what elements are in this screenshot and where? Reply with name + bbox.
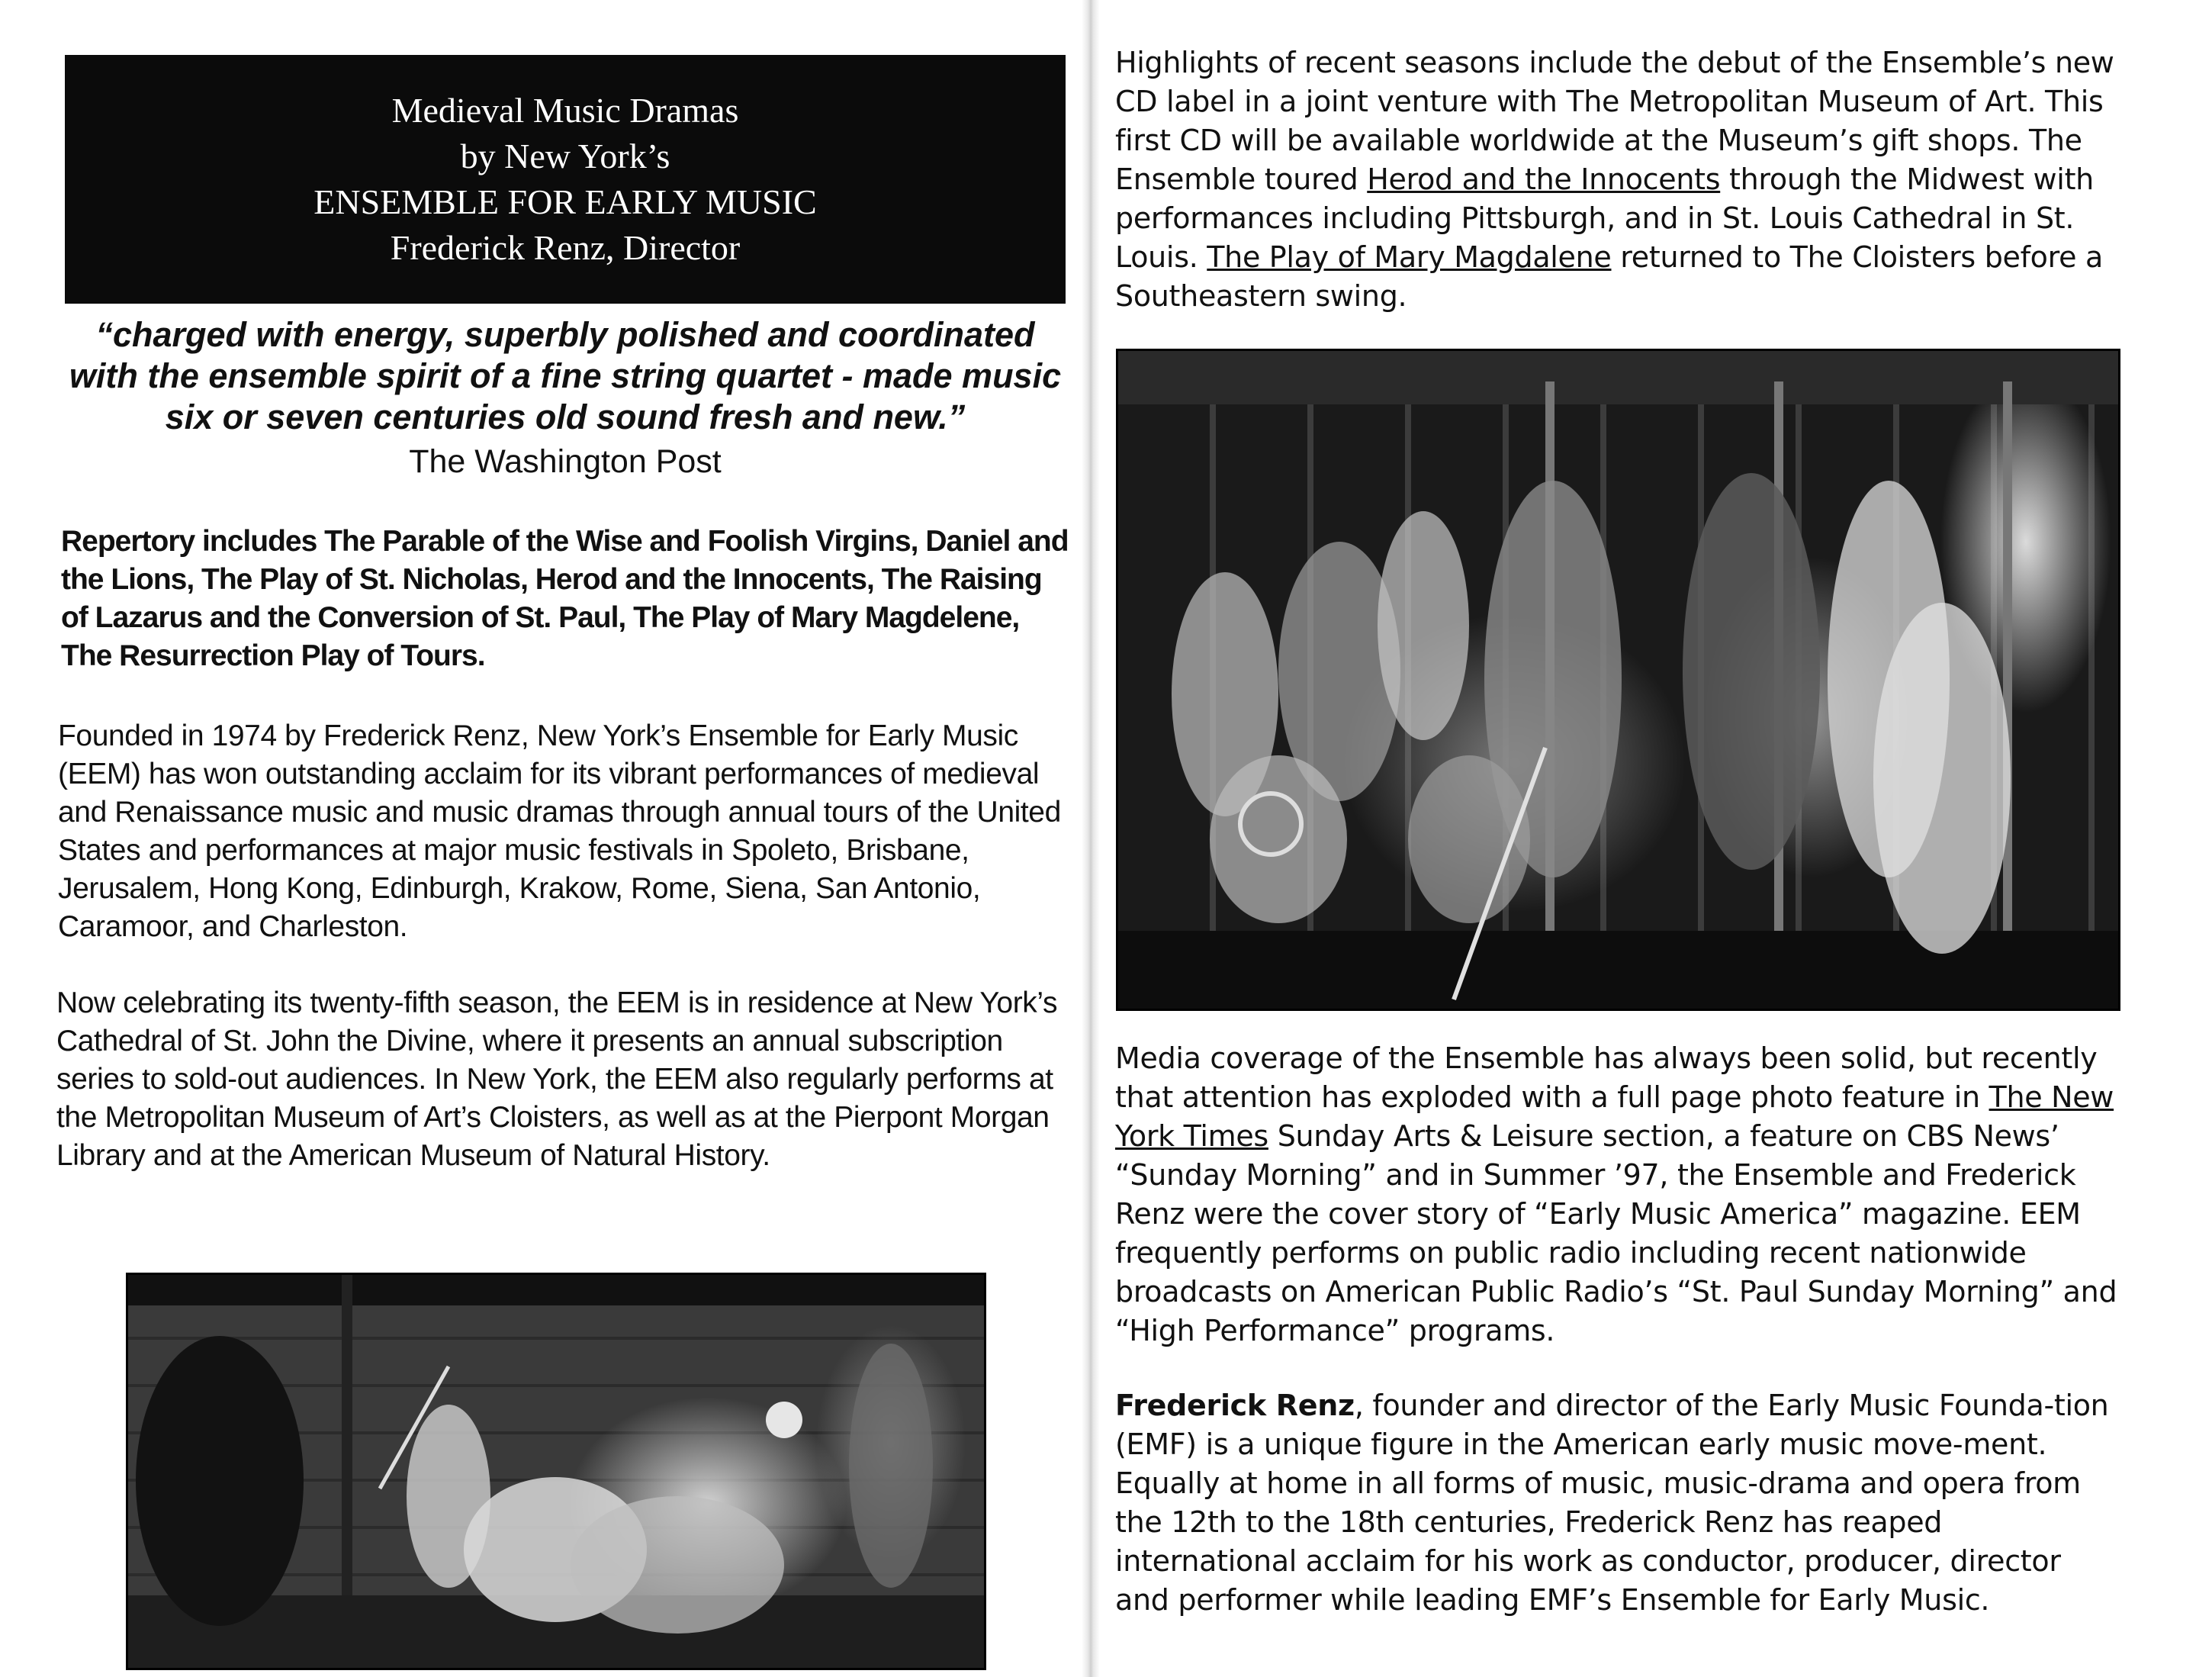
title-herod-and-the-innocents: Herod and the Innocents [1367, 163, 1721, 196]
highlights-paragraph [1115, 43, 2122, 316]
renz-text: , founder and director of the Early Music Founda-tion (EMF) is a unique figure in the American early music move-ment. Equally at home in all forms of music, music-drama and opera from the 12th to the 18th centuries, Frederick Renz has reaped international acclaim for his work as conductor, producer, director and performer while leading EMF’s Ensemble for Early Music. [1115, 1389, 2109, 1617]
title-box [65, 55, 1066, 304]
performance-photo-right-art [1118, 351, 2118, 1009]
book-gutter [1082, 0, 1100, 1677]
media-text-2: Sunday Arts & Leisure section, a feature on CBS News’ “Sunday Morning” and in Summer ’97, the Ensemble and Frederick Renz were the cover story of “Early Music America” magazine. EEM frequently performs on public radio including recent nationwide broadcasts on American Public Radio’s “St. Paul Sunday Morning” and “High Performance” programs. [1115, 1119, 2117, 1347]
renz-name: Frederick Renz [1115, 1389, 1355, 1422]
quote-source: The Washington Post [409, 443, 722, 480]
media-paragraph [1115, 1039, 2122, 1350]
residence-paragraph: Now celebrating its twenty-fifth season, the EEM is in residence at New York’s Cathedral of St. John the Divine, where it presents an annual subscription series to sold-out audiences. In New York, the EEM also regularly performs at the Metropolitan Museum of Art’s Cloisters, as well as at the Pierpont Morgan Library and at the American Museum of Natural History. [56, 987, 1058, 1172]
title-line-4: Frederick Renz, Director [390, 228, 741, 267]
title-new-york-times: The New York Times [1115, 1080, 2114, 1153]
left-page [0, 0, 1091, 1677]
media-text-1: Media coverage of the Ensemble has always been solid, but recently that attention has exploded with a full page photo feature in [1115, 1041, 2098, 1114]
renz-paragraph [1115, 1386, 2122, 1620]
title-play-of-mary-magdalene: The Play of Mary Magdalene [1207, 240, 1612, 274]
title-line-3: ENSEMBLE FOR EARLY MUSIC [313, 182, 817, 221]
performance-photo-left [126, 1273, 986, 1670]
performance-photo-left-art [128, 1275, 984, 1668]
highlights-text-3: returned to The Cloisters before a Southeastern swing. [1115, 240, 2103, 313]
founded-paragraph: Founded in 1974 by Frederick Renz, New York’s Ensemble for Early Music (EEM) has won outstanding acclaim for its vibrant performances of medieval and Renaissance music and music dramas through annual tours of the United States and performances at major music festivals in Spoleto, Brisbane, Jerusalem, Hong Kong, Edinburgh, Krakow, Rome, Siena, San Antonio, Caramoor, and Charleston. [58, 719, 1061, 943]
press-quote: “charged with energy, superbly polished and coordinated with the ensemble spirit of a fine string quartet - made music six or seven centuries old sound fresh and new.” [69, 315, 1062, 436]
performance-photo-right [1116, 349, 2120, 1011]
repertory-paragraph: Repertory includes The Parable of the Wise and Foolish Virgins, Daniel and the Lions, The Play of St. Nicholas, Herod and the Innocents, The Raising of Lazarus and the Conversion of St. Paul, The Play of Mary Magdelene, The Resurrection Play of Tours. [61, 525, 1069, 672]
highlights-text-2: through the Midwest with performances including Pittsburgh, and in St. Louis Cathedral in St. Louis. [1115, 163, 2094, 274]
title-line-2: by New York’s [460, 137, 670, 175]
highlights-text-1: Highlights of recent seasons include the debut of the Ensemble’s new CD label in a joint venture with The Metropolitan Museum of Art. This first CD will be available worldwide at the Museum’s gift shops. The Ensemble toured [1115, 46, 2114, 196]
title-line-1: Medieval Music Dramas [391, 91, 739, 130]
